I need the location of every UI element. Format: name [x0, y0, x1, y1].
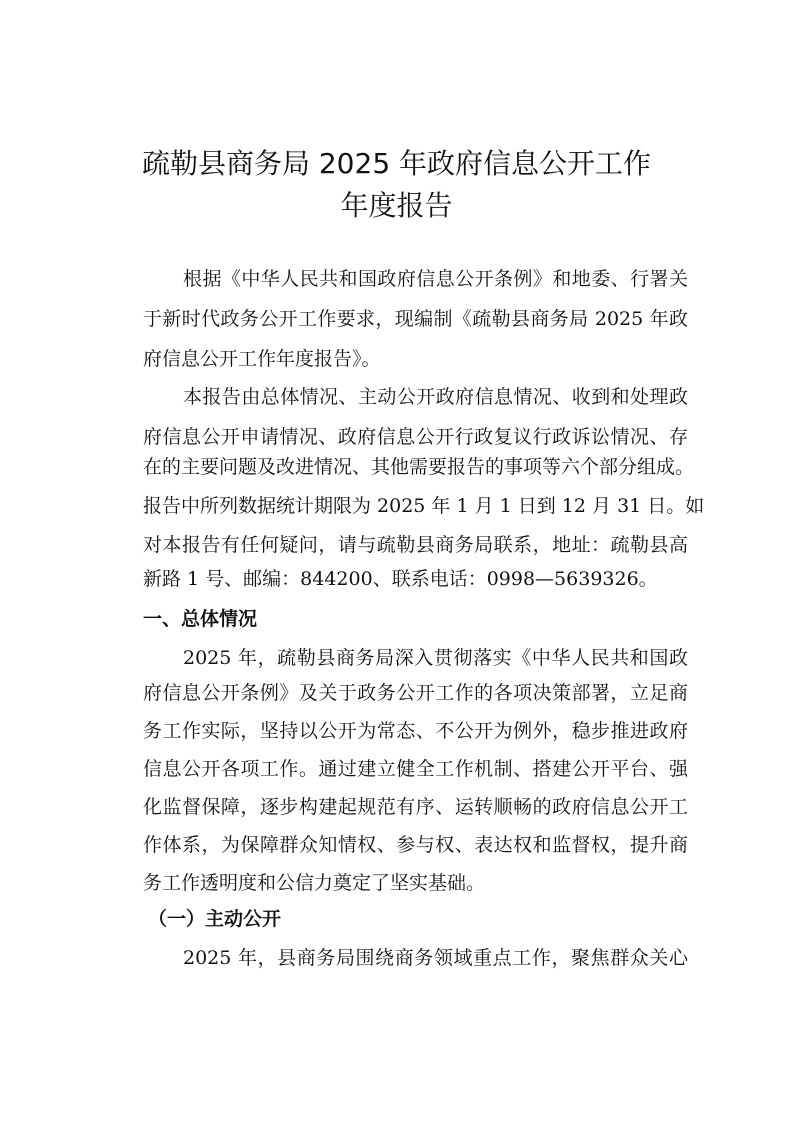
section-heading-overview: 一、总体情况: [143, 608, 258, 630]
paragraph-3-line-5: 化监督保障，逐步构建起规范有序、运转顺畅的政府信息公开工: [143, 796, 688, 818]
paragraph-2-line-3: 在的主要问题及改进情况、其他需要报告的事项等六个部分组成。: [143, 456, 695, 478]
paragraph-4-line-1: 2025 年，县商务局围绕商务领域重点工作，聚焦群众关心: [183, 947, 688, 969]
document-title-line-2: 年度报告: [340, 189, 453, 222]
paragraph-3-line-6: 作体系，为保障群众知情权、参与权、表达权和监督权，提升商: [143, 834, 688, 856]
paragraph-2-line-4: 报告中所列数据统计期限为 2025 年 1 月 1 日到 12 月 31 日。如: [143, 495, 705, 517]
paragraph-2-line-6: 新路 1 号、邮编：844200、联系电话：0998—5639326。: [143, 568, 658, 590]
paragraph-2-line-2: 府信息公开申请情况、政府信息公开行政复议行政诉讼情况、存: [143, 426, 688, 448]
paragraph-3-line-2: 府信息公开条例》及关于政务公开工作的各项决策部署，立足商: [143, 682, 688, 704]
paragraph-3-line-1: 2025 年，疏勒县商务局深入贯彻落实《中华人民共和国政: [183, 647, 688, 669]
subsection-heading-proactive-disclosure: （一）主动公开: [148, 908, 282, 930]
paragraph-1-line-3: 府信息公开工作年度报告》。: [143, 348, 381, 370]
paragraph-3-line-4: 信息公开各项工作。通过建立健全工作机制、搭建公开平台、强: [143, 758, 688, 780]
paragraph-2-line-5: 对本报告有任何疑问，请与疏勒县商务局联系，地址：疏勒县高: [143, 534, 688, 556]
paragraph-2-line-1: 本报告由总体情况、主动公开政府信息情况、收到和处理政: [183, 386, 688, 408]
paragraph-1-line-2: 于新时代政务公开工作要求，现编制《疏勒县商务局 2025 年政: [143, 308, 688, 330]
paragraph-3-line-7: 务工作透明度和公信力奠定了坚实基础。: [143, 872, 486, 894]
paragraph-1-line-1: 根据《中华人民共和国政府信息公开条例》和地委、行署关: [183, 268, 688, 290]
document-title-line-1: 疏勒县商务局 2025 年政府信息公开工作: [141, 147, 652, 180]
paragraph-3-line-3: 务工作实际，坚持以公开为常态、不公开为例外，稳步推进政府: [143, 720, 688, 742]
